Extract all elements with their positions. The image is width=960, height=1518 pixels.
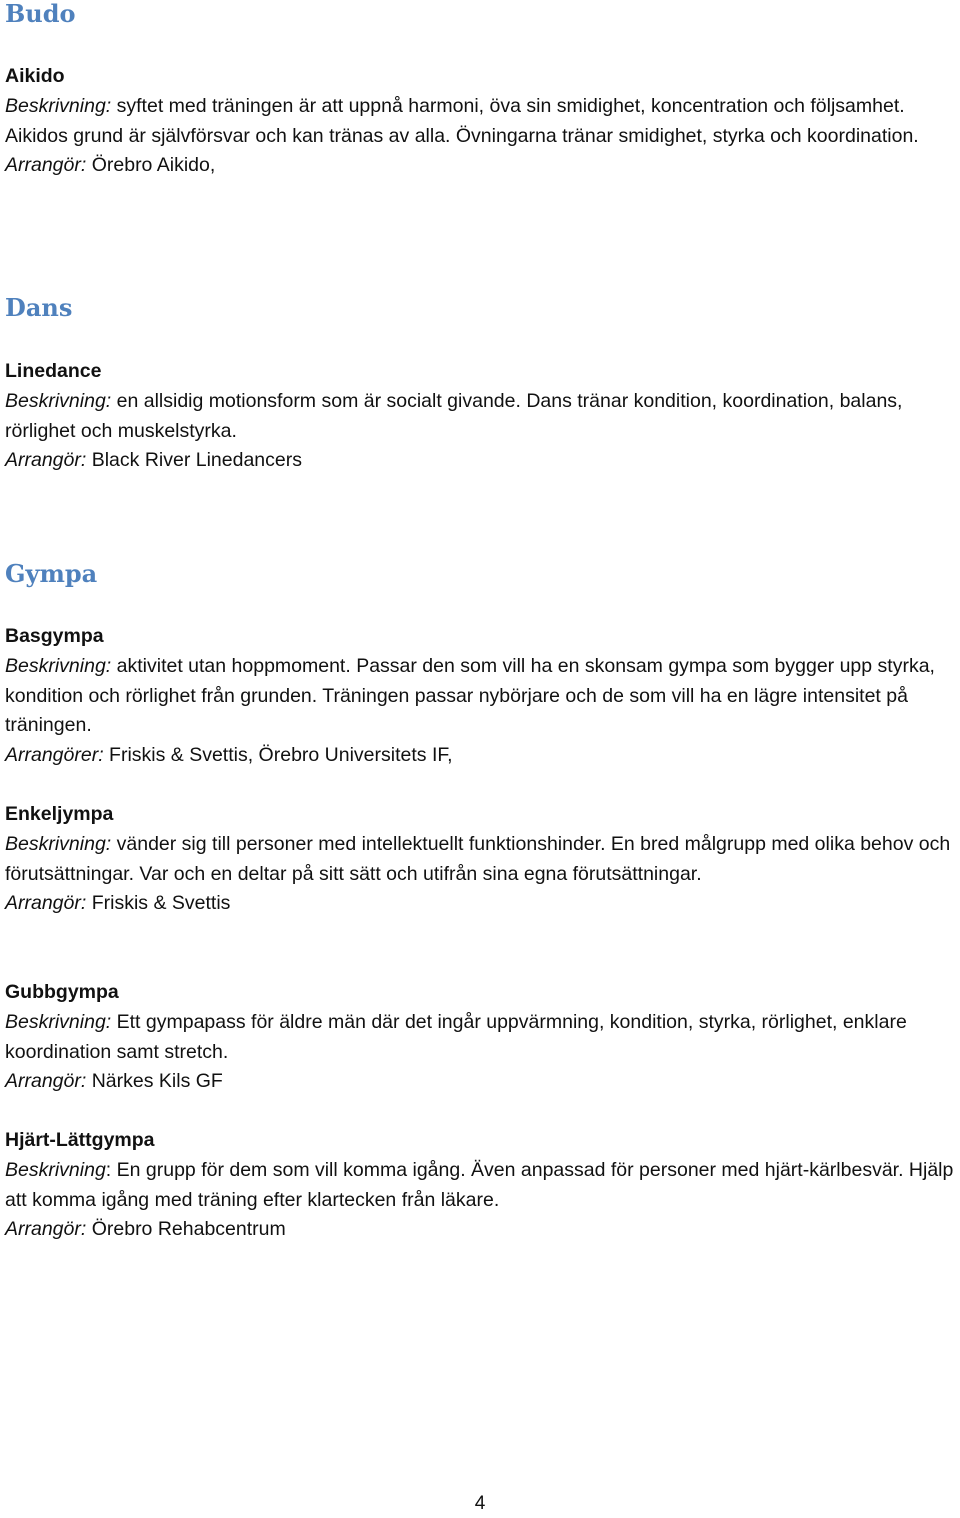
organizer-text: Örebro Aikido, (86, 154, 216, 177)
entry-organizer (5, 1215, 957, 1245)
organizer-label: Arrangör: (5, 1070, 87, 1093)
entry-hjart-lattgympa (5, 1126, 957, 1245)
organizer-label: Arrangörer: (5, 744, 104, 767)
entry-title: Hjärt-Lättgympa (5, 1129, 155, 1151)
section-heading-gympa: Gympa (5, 559, 98, 588)
entry-description (5, 652, 957, 741)
description-text: : En grupp för dem som vill komma igång. Även anpassad för personer med hjärt-kärlbesvär. Hjälp att komma igång med träning efter klartecken från läkare. (5, 1158, 954, 1211)
organizer-label: Arrangör: (5, 449, 87, 472)
description-label: Beskrivning: (5, 832, 112, 855)
entry-title: Linedance (5, 360, 102, 382)
entry-description (5, 830, 957, 890)
entry-description (5, 1008, 957, 1068)
description-label: Beskrivning: (5, 1010, 112, 1033)
section-heading-dans: Dans (5, 293, 73, 322)
description-text: aktivitet utan hoppmoment. Passar den som vill ha en skonsam gympa som bygger upp styrka, kondition och rörlighet från grunden. Träningen passar nybörjare och de som vill ha en lägre intensitet på träningen. (5, 654, 935, 737)
entry-organizer (5, 446, 957, 476)
description-label: Beskrivning (5, 1158, 106, 1181)
entry-title: Gubbgympa (5, 981, 119, 1003)
entry-enkeljympa (5, 800, 957, 919)
description-text: syftet med träningen är att uppnå harmoni, öva sin smidighet, koncentration och följsamhet. Aikidos grund är självförsvar och kan tränas av alla. Övningarna tränar smidighet, styrka och koordination. (5, 94, 919, 147)
entry-linedance (5, 357, 957, 476)
description-text: en allsidig motionsform som är socialt givande. Dans tränar kondition, koordination, balans, rörlighet och muskelstyrka. (5, 389, 903, 442)
organizer-text: Örebro Rehabcentrum (86, 1218, 286, 1241)
entry-organizer (5, 151, 957, 181)
entry-organizer (5, 889, 957, 919)
organizer-label: Arrangör: (5, 1218, 87, 1241)
entry-description (5, 387, 957, 447)
description-label: Beskrivning: (5, 94, 112, 117)
entry-gubbgympa (5, 978, 957, 1097)
entry-basgympa (5, 622, 957, 771)
entry-aikido (5, 62, 957, 181)
section-heading-budo: Budo (5, 0, 76, 28)
entry-description (5, 1156, 957, 1216)
organizer-text: Friskis & Svettis (86, 892, 231, 915)
page-number: 4 (474, 1493, 486, 1514)
organizer-label: Arrangör: (5, 892, 87, 915)
entry-title: Enkeljympa (5, 803, 114, 825)
description-label: Beskrivning: (5, 389, 112, 412)
description-label: Beskrivning: (5, 654, 112, 677)
description-text: vänder sig till personer med intellektuellt funktionshinder. En bred målgrupp med olika behov och förutsättningar. Var och en deltar på sitt sätt och utifrån sina egna förutsättningar. (5, 832, 951, 885)
organizer-text: Black River Linedancers (86, 449, 302, 472)
description-text: Ett gympapass för äldre män där det ingår uppvärmning, kondition, styrka, rörlighet, enklare koordination samt stretch. (5, 1010, 907, 1063)
entry-title: Aikido (5, 65, 65, 87)
organizer-text: Friskis & Svettis, Örebro Universitets IF, (103, 744, 453, 767)
organizer-label: Arrangör: (5, 154, 87, 177)
entry-description (5, 92, 957, 152)
organizer-text: Närkes Kils GF (86, 1070, 223, 1093)
entry-title: Basgympa (5, 625, 104, 647)
entry-organizer (5, 1067, 957, 1097)
entry-organizer (5, 741, 957, 771)
